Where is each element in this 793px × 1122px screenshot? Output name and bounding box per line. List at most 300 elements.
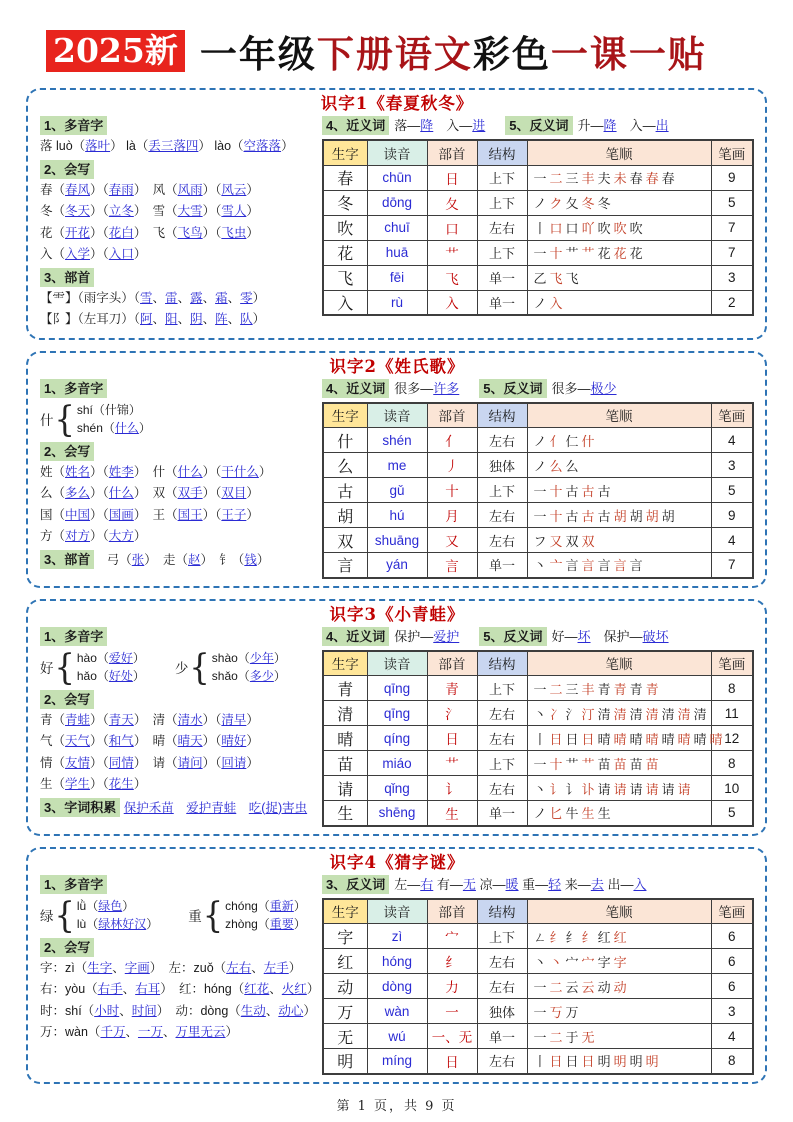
reading-rows — [77, 897, 158, 933]
stroke-step: 清 — [677, 707, 691, 723]
section-title: 识字1《春夏秋冬》 — [320, 94, 474, 113]
right-column — [322, 377, 754, 579]
cell-stroke-count: 6 — [711, 949, 753, 974]
text: chóng（ — [225, 898, 270, 913]
block-line — [40, 958, 312, 980]
cell-structure: 左右 — [477, 503, 527, 528]
link-text: 立冬 — [108, 204, 134, 218]
link-text: 姓李 — [108, 464, 134, 479]
stroke-step: 清 — [645, 707, 659, 723]
text: 弓（ — [94, 552, 132, 567]
text: ）（ — [90, 204, 109, 218]
text: ） — [288, 960, 302, 975]
text: 方（ — [40, 529, 66, 543]
multi-reading-entry — [40, 397, 151, 440]
block-huixie — [40, 158, 312, 266]
cell-char: 清 — [323, 701, 367, 726]
col-header-structure: 结构 — [477, 899, 527, 924]
stroke-step: 清 — [597, 707, 611, 723]
block-line — [40, 223, 312, 245]
link-text: 入口 — [108, 247, 134, 261]
stroke-step: 胡 — [613, 509, 627, 525]
cell-radical: 宀 — [427, 924, 477, 949]
cell-structure: 左右 — [477, 428, 527, 453]
stroke-step: 清 — [613, 707, 627, 723]
link-text: 丢三落四 — [148, 139, 199, 153]
stroke-step: ノ — [533, 807, 547, 823]
cell-strokes — [527, 240, 711, 265]
table-row — [323, 428, 753, 453]
link-text: 赵 — [188, 552, 201, 567]
stroke-step: 讠 — [565, 782, 579, 798]
text: 凉— — [475, 876, 506, 892]
cell-stroke-count: 7 — [711, 553, 753, 578]
section-title: 识字3《小青蛙》 — [329, 604, 465, 624]
section-title: 识字2《姓氏歌》 — [329, 356, 465, 376]
stroke-step: 一 — [533, 1005, 547, 1021]
cell-stroke-count: 12 — [711, 726, 753, 751]
text: ） — [132, 650, 145, 665]
table-head — [323, 140, 753, 165]
cell-stroke-count: 4 — [711, 1024, 753, 1049]
cell-pinyin: miáo — [367, 751, 427, 776]
cell-radical: 日 — [427, 726, 477, 751]
link-text: 队 — [240, 312, 253, 326]
link-text: 左右 — [226, 960, 252, 975]
stroke-step: 丶 — [533, 559, 547, 575]
stroke-step: 十 — [549, 757, 563, 773]
block-line — [40, 462, 312, 484]
cell-strokes — [527, 924, 711, 949]
cell-strokes — [527, 553, 711, 578]
brace-glyph: { — [189, 645, 210, 688]
text: ） — [281, 139, 294, 153]
link-text: 暖 — [505, 876, 519, 892]
stroke-step: 胡 — [629, 509, 643, 525]
link-text: 阳 — [165, 312, 178, 326]
word-group-fanyici — [479, 627, 668, 646]
cell-structure: 上下 — [477, 190, 527, 215]
link-text: 降 — [603, 118, 617, 133]
cell-structure: 左右 — [477, 776, 527, 801]
stroke-step: 晴 — [677, 732, 691, 748]
cell-structure: 左右 — [477, 949, 527, 974]
stroke-step: 花 — [597, 247, 611, 262]
base-character: 绿 — [40, 908, 54, 924]
text: ）（ — [90, 464, 109, 479]
stroke-step: 字 — [597, 955, 611, 971]
text: ） — [273, 650, 286, 665]
text: lù（ — [76, 916, 99, 931]
link-text: 保护禾苗 — [123, 800, 174, 815]
table-row — [323, 1024, 753, 1049]
synonym-antonym-line — [322, 116, 754, 135]
text: 落— — [394, 118, 421, 133]
link-text: 雪人 — [221, 204, 247, 218]
cell-structure: 上下 — [477, 165, 527, 190]
link-text: 干什么 — [221, 464, 259, 479]
link-text: 对方 — [65, 529, 91, 543]
cell-radical: 入 — [427, 290, 477, 315]
stroke-step: 动 — [597, 980, 611, 996]
col-header-count: 笔画 — [711, 140, 753, 165]
text: ） — [133, 247, 147, 261]
reading-row — [77, 667, 145, 685]
text: ） — [246, 486, 259, 500]
cell-stroke-count: 4 — [711, 428, 753, 453]
stroke-step: 无 — [581, 1030, 595, 1046]
stroke-step: 请 — [677, 782, 691, 798]
text: ） 红：hóng（ — [160, 982, 245, 996]
stroke-step: 日 — [581, 732, 595, 748]
stroke-step: 字 — [613, 955, 627, 971]
text: 右：yòu（ — [40, 982, 98, 996]
stroke-step: 艹 — [565, 247, 579, 262]
cell-radical: 日 — [427, 1049, 477, 1074]
text: shén（ — [76, 420, 115, 435]
cell-stroke-count: 3 — [711, 265, 753, 290]
text: ） 晴（ — [133, 734, 178, 748]
reading-row — [77, 915, 158, 933]
text: ） — [246, 734, 259, 748]
col-header-count: 笔画 — [711, 899, 753, 924]
block-label-jinyici: 4、近义词 — [322, 116, 389, 135]
cell-pinyin: shēng — [367, 801, 427, 826]
stroke-step: 花 — [629, 247, 643, 262]
stroke-step: 于 — [565, 1030, 579, 1046]
stroke-step: 苗 — [597, 757, 611, 773]
table-row — [323, 553, 753, 578]
word-group-content — [394, 627, 459, 646]
word-group-jinyici — [322, 627, 459, 646]
text: ） là（ — [110, 139, 149, 153]
base-character: 少 — [174, 660, 189, 676]
section-body — [40, 377, 754, 579]
stroke-step: ㄥ — [533, 930, 547, 946]
stroke-step: 日 — [581, 1055, 595, 1071]
stroke-step: 未 — [613, 172, 627, 187]
block-line — [40, 774, 312, 796]
col-header-strokes: 笔顺 — [527, 140, 711, 165]
cell-structure: 左右 — [477, 726, 527, 751]
link-text: 多少 — [249, 668, 274, 683]
text: ） 风（ — [133, 182, 178, 197]
stroke-step: 纟 — [565, 930, 579, 946]
block-bushou — [40, 548, 312, 572]
block-label-huixie: 2、会写 — [40, 442, 94, 461]
stroke-step: 么 — [549, 459, 563, 475]
section-shizi-4 — [26, 847, 767, 1084]
stroke-step: 一 — [533, 757, 547, 773]
stroke-step: 清 — [693, 707, 707, 723]
text: shí（什锦） — [76, 402, 141, 417]
header-row — [323, 403, 753, 428]
stroke-step: 红 — [613, 930, 627, 946]
table-row — [323, 801, 753, 826]
word-group-fanyici — [322, 875, 646, 894]
text: 来— — [561, 876, 591, 892]
block-huixie — [40, 936, 320, 1044]
stroke-step: 亠 — [549, 559, 563, 575]
cell-structure: 上下 — [477, 924, 527, 949]
cell-radical: 艹 — [427, 240, 477, 265]
cell-char: 花 — [323, 240, 367, 265]
cell-radical: 夂 — [427, 190, 477, 215]
block-line — [40, 201, 312, 223]
stroke-step: 明 — [645, 1055, 659, 1071]
brace-glyph: { — [54, 645, 75, 688]
text: ） — [133, 777, 147, 791]
cell-pinyin: qíng — [367, 726, 427, 751]
link-text: 阴 — [190, 312, 203, 326]
stroke-step: 么 — [565, 459, 579, 475]
col-header-radical: 部首 — [427, 403, 477, 428]
stroke-step: 丶 — [533, 782, 547, 798]
cell-stroke-count: 9 — [711, 503, 753, 528]
synonym-antonym-line — [322, 627, 754, 646]
cell-char: 青 — [323, 676, 367, 701]
table-row — [323, 290, 753, 315]
col-header-radical: 部首 — [427, 651, 477, 676]
block-zicijilei — [40, 796, 312, 820]
link-text: 空落落 — [243, 139, 282, 153]
link-text: 霜 — [215, 290, 228, 305]
text: 、 — [122, 982, 136, 996]
stroke-step: 青 — [597, 682, 611, 698]
col-header-pinyin: 读音 — [367, 140, 427, 165]
stroke-step: 口 — [565, 222, 579, 237]
table-body — [323, 428, 753, 578]
cell-char: 春 — [323, 165, 367, 190]
cell-strokes — [527, 215, 711, 240]
text: ）（ — [202, 755, 222, 770]
text: ）（ — [90, 734, 109, 748]
text: 、 — [119, 1003, 132, 1018]
text: 很多— — [394, 380, 434, 396]
cell-structure: 单一 — [477, 553, 527, 578]
stroke-step: 吹 — [613, 222, 627, 237]
table-row — [323, 751, 753, 776]
cell-strokes — [527, 503, 711, 528]
title-part: 一课一贴 — [550, 32, 707, 76]
block-label-bushou: 3、部首 — [40, 268, 94, 287]
block-line — [40, 288, 312, 310]
cell-structure: 左右 — [477, 1049, 527, 1074]
cell-pinyin: shuāng — [367, 528, 427, 553]
link-text: 小时 — [94, 1003, 120, 1018]
text: 气（ — [40, 734, 66, 748]
stroke-step: 一 — [533, 682, 547, 698]
text: 字：zì（ — [40, 960, 88, 975]
stroke-step: 十 — [549, 509, 563, 525]
stroke-step: 冬 — [597, 197, 611, 212]
stroke-step: 云 — [565, 980, 579, 996]
stroke-step: 匕 — [549, 807, 563, 823]
table-row — [323, 265, 753, 290]
text: ）（ — [202, 486, 222, 500]
stroke-step: ノ — [533, 197, 547, 212]
block-label-fanyici: 5、反义词 — [479, 627, 546, 646]
stroke-step: 双 — [581, 534, 595, 550]
cell-char: 胡 — [323, 503, 367, 528]
text: ）（ — [90, 247, 109, 261]
stroke-step: 晴 — [709, 732, 723, 748]
cell-pinyin: gǔ — [367, 478, 427, 503]
stroke-step: 氵 — [565, 707, 579, 723]
stroke-step: 晴 — [629, 732, 643, 748]
stroke-step: 讣 — [581, 782, 595, 798]
text: 、 — [202, 290, 216, 305]
brace-glyph: { — [54, 397, 75, 440]
link-text: 飞鸟 — [177, 225, 203, 240]
page-title — [200, 24, 707, 78]
text: 好— — [551, 628, 578, 644]
text: ）（ — [202, 204, 222, 218]
stroke-step: 汀 — [581, 707, 595, 723]
multi-reading-group — [40, 645, 312, 688]
text: 【阝】（左耳刀）（ — [40, 312, 141, 326]
link-text: 大方 — [108, 529, 134, 543]
cell-structure: 单一 — [477, 290, 527, 315]
cell-char: 明 — [323, 1049, 367, 1074]
col-header-pinyin: 读音 — [367, 899, 427, 924]
text: zhòng（ — [225, 916, 270, 931]
block-bushou — [40, 266, 312, 331]
text: 落 luò（ — [40, 139, 86, 153]
cell-radical: 十 — [427, 478, 477, 503]
col-header-strokes: 笔顺 — [527, 899, 711, 924]
multi-reading-group — [40, 893, 312, 936]
block-line — [40, 526, 312, 548]
stroke-step: 丨 — [533, 222, 547, 237]
text: 有— — [433, 876, 463, 892]
col-header-radical: 部首 — [427, 140, 477, 165]
text: ） — [246, 204, 259, 218]
stroke-step: 艹 — [565, 757, 579, 773]
text: 万：wàn（ — [40, 1025, 101, 1039]
block-line — [40, 505, 312, 527]
stroke-step: 生 — [597, 807, 611, 823]
block-label-fanyici: 3、反义词 — [322, 875, 389, 894]
stroke-step: 晴 — [661, 732, 675, 748]
link-text: 双手 — [177, 486, 203, 500]
block-line — [40, 244, 312, 266]
stroke-step: 清 — [661, 707, 675, 723]
link-text: 雪 — [140, 290, 153, 305]
text: ） — [132, 668, 145, 683]
word-group-content — [394, 875, 646, 894]
link-text: 花白 — [108, 225, 134, 240]
stroke-step: 胡 — [661, 509, 675, 525]
stroke-step: 一 — [533, 509, 547, 525]
cell-stroke-count: 3 — [711, 999, 753, 1024]
cell-structure: 上下 — [477, 751, 527, 776]
stroke-step: 宀 — [565, 955, 579, 971]
cell-stroke-count: 5 — [711, 801, 753, 826]
cell-structure: 上下 — [477, 478, 527, 503]
cell-char: 言 — [323, 553, 367, 578]
text: ） 钅（ — [200, 552, 245, 567]
text: 姓（ — [40, 464, 66, 479]
stroke-step: 动 — [613, 980, 627, 996]
stroke-step: 亻 — [549, 434, 563, 450]
link-text: 飞虫 — [221, 225, 247, 240]
cell-radical: 月 — [427, 503, 477, 528]
text: 重— — [518, 876, 549, 892]
cell-strokes — [527, 751, 711, 776]
stroke-step: 吹 — [597, 222, 611, 237]
cell-radical: 纟 — [427, 949, 477, 974]
stroke-step: 丰 — [581, 682, 595, 698]
table-head — [323, 899, 753, 924]
link-text: 中国 — [65, 507, 91, 522]
reading-row — [77, 649, 145, 667]
table-head — [323, 403, 753, 428]
header-row — [323, 651, 753, 676]
text: 升— — [577, 118, 604, 133]
text: 青（ — [40, 712, 66, 727]
text: 冬（ — [40, 204, 66, 218]
block-huixie — [40, 440, 312, 548]
cell-structure: 左右 — [477, 974, 527, 999]
col-header-char: 生字 — [323, 899, 367, 924]
stroke-step: 日 — [549, 1055, 563, 1071]
text: ）（ — [202, 225, 222, 240]
text — [174, 801, 187, 815]
text: ）（ — [90, 225, 109, 240]
text: 、 — [251, 960, 264, 975]
cell-stroke-count: 8 — [711, 751, 753, 776]
multi-reading-entry — [174, 645, 286, 688]
right-column — [322, 625, 754, 827]
table-row — [323, 1049, 753, 1074]
cell-strokes — [527, 949, 711, 974]
link-text: 右耳 — [135, 982, 161, 996]
text: ）（ — [202, 464, 222, 479]
link-text: 爱护 — [433, 628, 460, 644]
section-body — [40, 873, 754, 1075]
cell-strokes — [527, 453, 711, 478]
left-column — [40, 114, 312, 331]
text: 、 — [112, 960, 125, 975]
text: ） — [133, 529, 147, 543]
text: ） 飞（ — [133, 225, 178, 240]
text: shǎo（ — [211, 668, 250, 683]
base-character: 重 — [188, 908, 202, 924]
stroke-step: 苗 — [629, 757, 643, 773]
character-table — [322, 898, 754, 1075]
stroke-step: 明 — [629, 1055, 643, 1071]
title-part: 一年级 — [199, 32, 317, 76]
text: 时：shí（ — [40, 1003, 95, 1018]
text: ）（ — [90, 486, 109, 500]
col-header-radical: 部首 — [427, 899, 477, 924]
cell-strokes — [527, 528, 711, 553]
cell-pinyin: dòng — [367, 974, 427, 999]
stroke-step: 十 — [549, 484, 563, 500]
stroke-step: ノ — [533, 459, 547, 475]
stroke-step: 入 — [549, 296, 563, 312]
word-group-jinyici — [322, 116, 485, 135]
cell-structure: 左右 — [477, 528, 527, 553]
link-text: 冬天 — [65, 204, 91, 218]
link-text: 极少 — [590, 380, 617, 396]
text: ） 左：zuǒ（ — [149, 960, 227, 975]
character-table — [322, 139, 754, 316]
base-character: 什 — [40, 412, 54, 428]
text: ） — [293, 916, 306, 931]
link-text: 万里无云 — [175, 1025, 226, 1039]
